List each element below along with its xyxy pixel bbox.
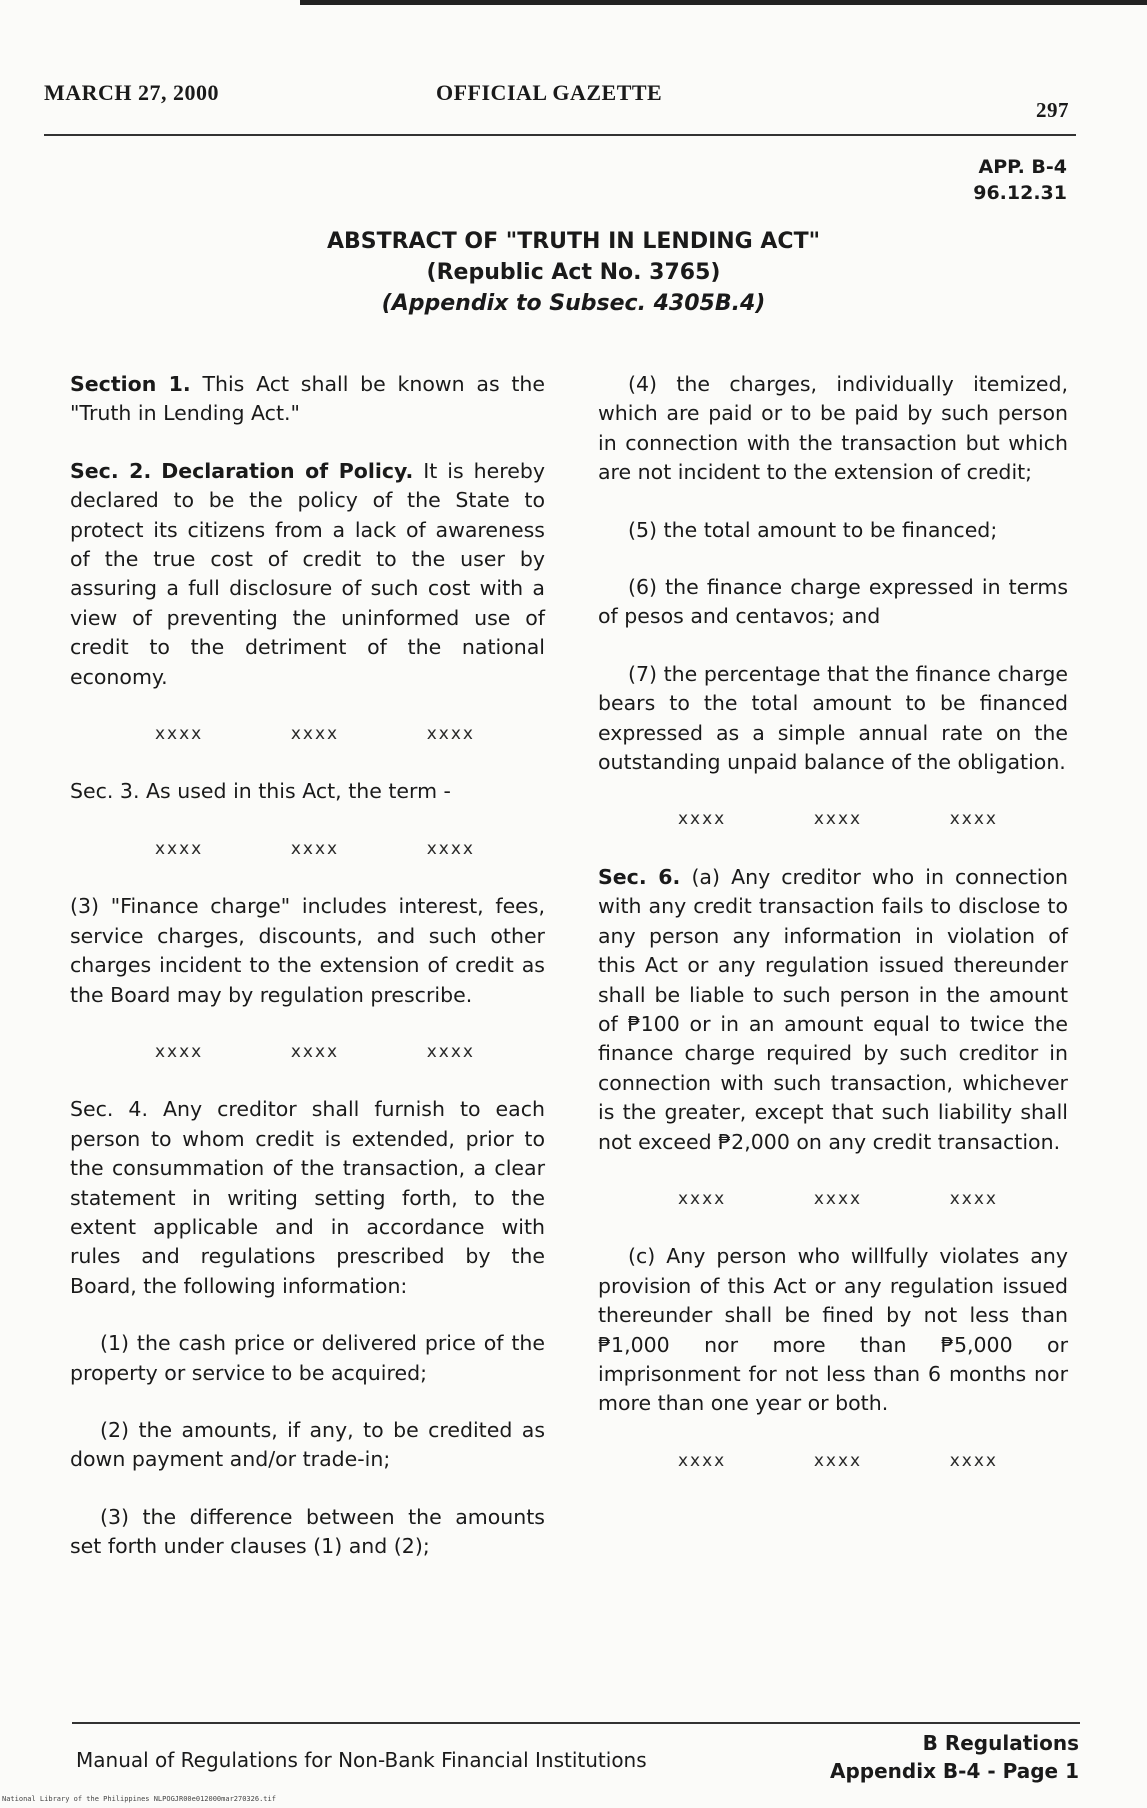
omission-marker: xxxx xxxx xxxx	[678, 809, 998, 830]
section-6a	[598, 863, 1068, 1157]
clause-3: (3) the difference between the amounts set forth under clauses (1) and (2);	[70, 1504, 545, 1559]
section-3-heading: Sec. 3.	[70, 779, 140, 804]
clause-5: (5) the total amount to be financed;	[628, 517, 998, 542]
title-line-2: (Republic Act No. 3765)	[426, 260, 721, 285]
omission-marker: xxxx xxxx xxxx	[155, 1041, 475, 1062]
section-3	[70, 777, 545, 806]
left-column	[70, 370, 545, 1590]
section-3-text: As used in this Act, the term -	[146, 779, 451, 804]
clause-1: (1) the cash price or delivered price of the property or service to be acquired;	[70, 1331, 545, 1385]
footer-page: Appendix B-4 - Page 1	[829, 1759, 1079, 1783]
appendix-date: 96.12.31	[973, 182, 1067, 204]
section-1	[70, 370, 545, 429]
scan-stamp: National Library of the Philippines NLPOGJR00e012000mar270326.tif	[2, 1795, 276, 1803]
title-line-3: (Appendix to Subsec. 4305B.4)	[381, 291, 766, 316]
footer-section: B Regulations	[922, 1731, 1079, 1755]
header-page-number: 297	[1036, 98, 1069, 122]
header-rule	[44, 134, 1076, 136]
document-title	[0, 226, 1147, 319]
clause-6: (6) the finance charge expressed in terms of pesos and centavos; and	[598, 575, 1068, 629]
clause-4: (4) the charges, individually itemized, which are paid or to be paid by such person in connection with the transaction but which are not incident to the extension of credit;	[598, 372, 1068, 485]
section-4-text: Any creditor shall furnish to each person to whom credit is extended, prior to the consummation of the transaction, a clear statement in writing setting forth, to the extent applicable and in accordance with rules and regulations prescribed by the Board, the following information:	[70, 1097, 545, 1298]
section-2-text: It is hereby declared to be the policy of the State to protect its citizens from a lack of awareness of the true cost of credit to the user by assuring a full disclosure of such cost with a view of preventing the uninformed use of credit to the detriment of the national economy.	[70, 458, 545, 689]
section-4-heading: Sec. 4.	[70, 1097, 148, 1122]
clause-2: (2) the amounts, if any, to be credited as down payment and/or trade-in;	[70, 1417, 545, 1472]
section-6a-text: (a) Any creditor who in connection with any credit transaction fails to disclose to any person any information in violation of this Act or any regulation issued thereunder shall be liable to such person in the amount of ₱100 or in an amount equal to twice the finance charge required by such creditor in connection with such transaction, whichever is the greater, except that such liability shall not exceed ₱2,000 on any credit transaction.	[598, 864, 1068, 1154]
section-3-finance-charge: (3) "Finance charge" includes interest, fees, service charges, discounts, and such other charges incident to the extension of credit as the Board may by regulation prescribe.	[70, 894, 545, 1007]
title-line-1: ABSTRACT OF "TRUTH IN LENDING ACT"	[326, 229, 821, 254]
section-6-heading: Sec. 6.	[598, 864, 681, 889]
appendix-code: APP. B-4	[978, 156, 1067, 178]
section-2	[70, 457, 545, 692]
section-2-title: Declaration of Policy.	[161, 458, 414, 483]
omission-marker: xxxx xxxx xxxx	[678, 1188, 998, 1209]
header-gazette-title: OFFICIAL GAZETTE	[436, 80, 663, 105]
footer-manual-title: Manual of Regulations for Non-Bank Financial Institutions	[76, 1748, 647, 1772]
header-date: MARCH 27, 2000	[44, 80, 220, 105]
section-1-heading: Section 1.	[70, 372, 191, 396]
scan-top-border	[300, 0, 1147, 5]
section-6c: (c) Any person who willfully violates any provision of this Act or any regulation issued thereunder shall be fined by not less than ₱1,000 nor more than ₱5,000 or imprisonment for not less than 6 months nor more than one year or both.	[598, 1244, 1068, 1416]
omission-marker: xxxx xxxx xxxx	[155, 724, 475, 745]
section-4	[70, 1095, 545, 1301]
omission-marker: xxxx xxxx xxxx	[155, 838, 475, 859]
section-2-heading: Sec. 2.	[70, 458, 152, 483]
right-column	[598, 370, 1068, 1504]
section-1-text: This Act shall be known as the "Truth in Lending Act."	[70, 372, 545, 426]
footer-reference	[830, 1729, 1079, 1785]
appendix-reference	[973, 154, 1067, 206]
footer-rule	[72, 1722, 1080, 1724]
omission-marker: xxxx xxxx xxxx	[678, 1450, 998, 1471]
clause-7: (7) the percentage that the finance charge bears to the total amount to be financed expressed as a simple annual rate on the outstanding unpaid balance of the obligation.	[598, 661, 1068, 775]
